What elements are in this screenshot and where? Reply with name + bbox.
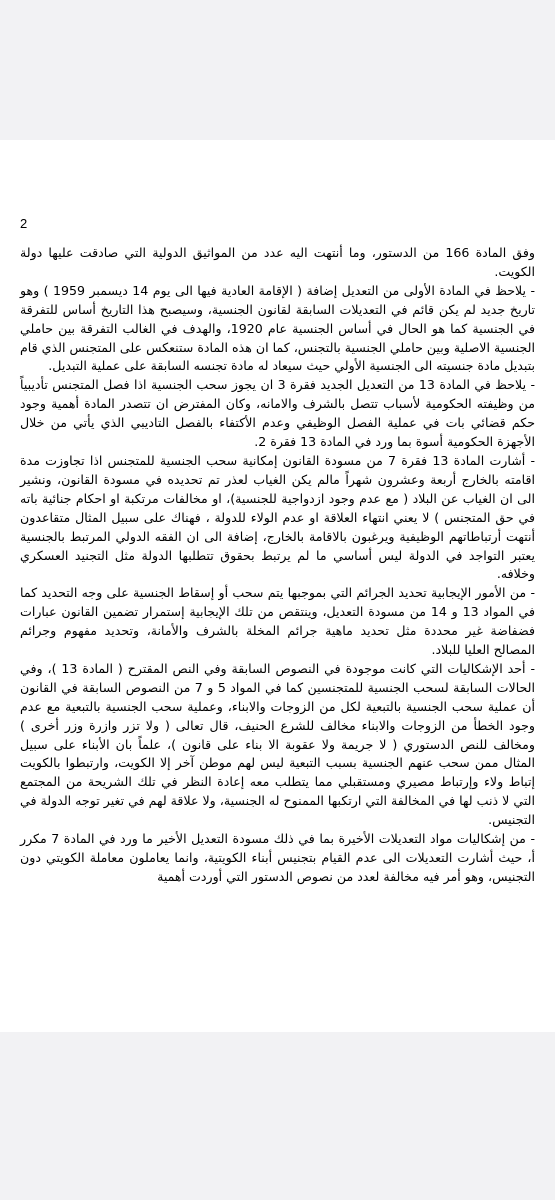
paragraph: - من الأمور الإيجابية تحديد الجرائم التي بموجبها يتم سحب أو إسقاط الجنسية على وجه التحديد كما في المواد 13 و 14 من مسودة التعديل، وينتقص من تلك الإيجابية إستمرار تضمين القانون عبارات فضفاضة غير محددة مثل تحديد ماهية جرائم المخلة بالشرف والأمانة، وتحديد مفهوم وجرائم المصالح العليا للبلاد. <box>20 585 535 658</box>
paragraph: - أحد الإشكاليات التي كانت موجودة في النصوص السابقة وفي النص المقترح ( المادة 13 )، وفي الحالات السابقة لسحب الجنسية للمتجنسين كما في المواد 5 و 7 من النصوص السابقة في القانون أن عملية سحب الجنسية بالتبعية لكل من الزوجات والابناء، وعملية سحب الجنسية بالتبعية مع عدم وجود الخطأ من الزوجات والابناء مخالف للشرع الحنيف، قال تعالى ( ولا تزر وازرة وزر أخرى ) ومخالف للنص الدستوري ( لا جريمة ولا عقوبة الا بناء على قانون )، علماً بان الأبناء على سبيل المثال ممن سحب عنهم الجنسية بسبب التبعية ليس لهم موطن آخر إلا الكويت، وارتبطوا بالكويت إتباط ولاء وإرتباط مصيري ومستقبلي مما يتطلب معه إعادة النظر في تلك الشريحة من المجتمع التي لا ذنب لها في المخالفة التي ارتكبها الممنوح له الجنسية، ولا علاقة لهم في تغير توجه الدولة في التجنيس. <box>20 660 535 828</box>
paragraph: - يلاحظ في المادة 13 من التعديل الجديد فقرة 3 ان يجوز سحب الجنسية اذا فصل المتجنس تأديبياً من وظيفته الحكومية لأسباب تتصل بالشرف والامانه، وكان المفترض ان تتصدر المادة أهمية وجود حكم قضائي بات في عملية الفصل الوظيفي وعدم الأكتفاء بالفصل التاديبي الذي يأتي من خلال الأجهزة الحكومية أسوة بما ورد في المادة 13 فقرة 2. <box>20 377 536 450</box>
paragraph: وفق المادة 166 من الدستور، وما أنتهت اليه عدد من المواثيق الدولية التي صادقت عليها دولة الكويت. <box>20 245 535 279</box>
paragraph: - يلاحظ في المادة الأولى من التعديل إضافة ( الإقامة العادية فيها الى يوم 14 ديسمبر 1959 ) وهو تاريخ جديد لم يكن قائم في التعديلات السابقة لقانون الجنسية، وسيصبح هذا التاريخ أساس للتفرقة في الجنسية كما هو الحال في أساس الجنسية عام 1920، والهدف في الغالب التفرقة بين حاملي الجنسية الاصلية وبين حاملي الجنسية بالتجنس، كما ان هذه المادة ستنعكس على المتجنس الذي قام بتبديل مادة جنسيته الى الجنسية الأولي حيث سيعاد له مادة تجنسه السابقة على عملية التبديل. <box>20 282 535 374</box>
document-body <box>20 244 535 887</box>
paragraph: - أشارت المادة 13 فقرة 7 من مسودة القانون إمكانية سحب الجنسية للمتجنس اذا تجاوزت مدة اقامته بالخارج أربعة وعشرون شهراً مالم يكن الغياب لعذر تم تحديده في مسودة القانون، ونشير الى ان الغياب عن البلاد ( مع عدم وجود ازدواجية للجنسية)، او مخالفات مرتكبة او احكام جنائية باته في حق المتجنس ) لا يعني انتهاء العلاقة او عدم الولاء للدولة ، فهناك على سبيل المثال متقاعدون أنتهت أرتباطاتهم الوظيفية ويرغبون بالاقامة بالخارج، إضافة الى ان الفقه الدولي المرتبط بالجنسية يعتبر التواجد في الدولة ليس أساسي ما لم يرتبط بحقوق تتطلبها الدولة مثل التجنيد العسكري وخلافه. <box>20 452 535 582</box>
paragraph: - من إشكاليات مواد التعديلات الأخيرة بما في ذلك مسودة التعديل الأخير ما ورد في المادة 7 مكرر أ، حيث أشارت التعديلات الى عدم القيام بتجنيس أبناء الكويتية، وانما يعاملون معاملة الكويتي دون التجنيس، وهو أمر فيه مخالفة لعدد من نصوص الدستور التي أوردت أهمية <box>20 831 535 884</box>
document-page <box>0 140 555 1032</box>
page-number: 2 <box>20 216 28 231</box>
viewer-background <box>0 1032 555 1200</box>
